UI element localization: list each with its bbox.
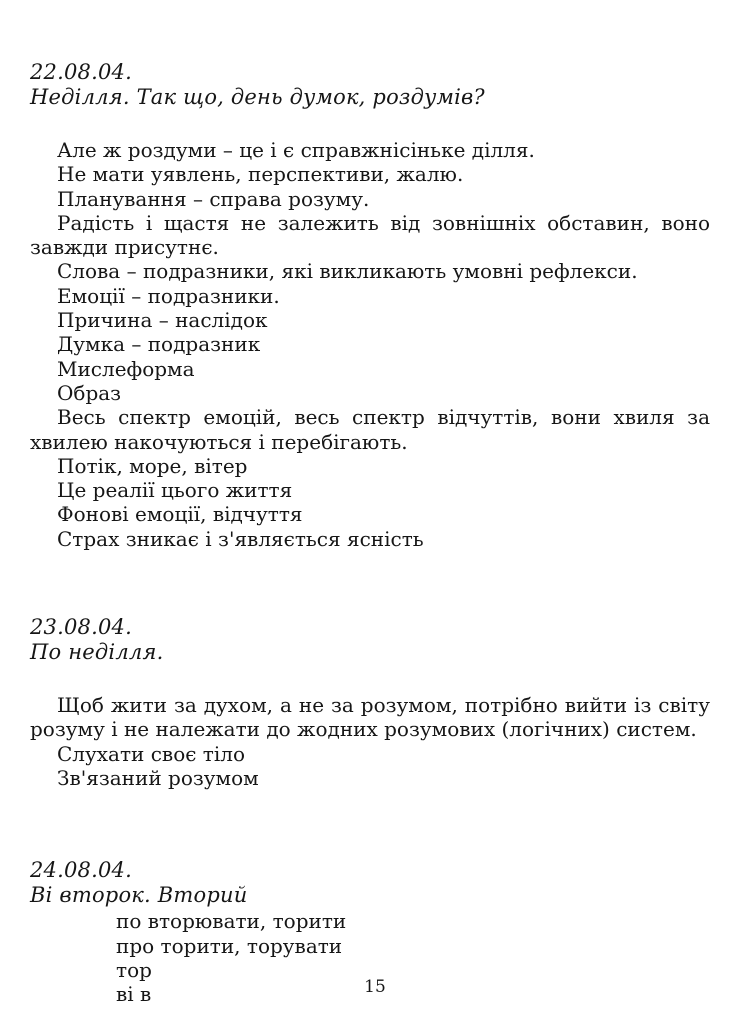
entry-line: Це реалії цього життя (57, 478, 293, 503)
entry-line: Але ж роздуми – це і є справжнісінькe ділля. (57, 138, 535, 162)
diary-entry-22-08 (30, 60, 710, 551)
entry-line: Потік, море, вітер (57, 453, 248, 478)
entry-body (30, 138, 710, 551)
entry-line: Слова – подразники, які викликають умовні рефлекси. (57, 259, 638, 284)
wordplay-line: ві в (116, 982, 152, 1007)
entry-line: Весь спектр емоцій, весь спектр відчуттів, вони хвиля за хвилею накочуються і перебігають. (30, 405, 710, 454)
entry-title: Ві второк. Вторий (30, 883, 248, 908)
entry-title: По неділля. (30, 640, 164, 665)
entry-line: Мислеформа (57, 356, 195, 381)
entry-line: Слухати своє тіло (57, 741, 245, 766)
wordplay-line: по вторювати, торити (116, 909, 347, 934)
entry-spacer (30, 551, 710, 615)
entry-line: Емоції – подразники. (57, 283, 280, 308)
entry-line: Фонові емоції, відчуття (57, 502, 303, 527)
wordplay-line: тор (116, 957, 152, 982)
entry-date: 24.08.04. (30, 858, 132, 883)
wordplay-line: про торити, торувати (116, 933, 343, 958)
diary-entry-23-08 (30, 615, 710, 790)
entry-line: Планування – справа розуму. (57, 186, 370, 211)
entry-line: Щоб жити за духом, а не за розумом, потрібно вийти із світу розуму і не належати до жодних розумових (логічних) систем. (30, 693, 710, 742)
entry-line: Не мати уявлень, перспективи, жалю. (57, 162, 464, 187)
entry-spacer (30, 790, 710, 858)
entry-line: Причина – наслідок (57, 308, 268, 333)
entry-line: Радість і щастя не залежить від зовнішніх обставин, воно завжди присутнє. (30, 210, 710, 260)
entry-line: Думка – подразник (57, 332, 261, 357)
entry-title: Неділля. Так що, день думок, роздумів? (30, 85, 485, 109)
page-number: 15 (364, 977, 386, 997)
entry-line: Образ (57, 380, 122, 405)
entry-date: 23.08.04. (30, 615, 132, 640)
entry-date: 22.08.04. (30, 60, 132, 84)
entry-body (30, 693, 710, 790)
page-content (30, 60, 710, 1006)
entry-line: Зв'язаний розумом (57, 765, 259, 790)
entry-line: Страх зникає і з'являється ясність (57, 526, 424, 551)
